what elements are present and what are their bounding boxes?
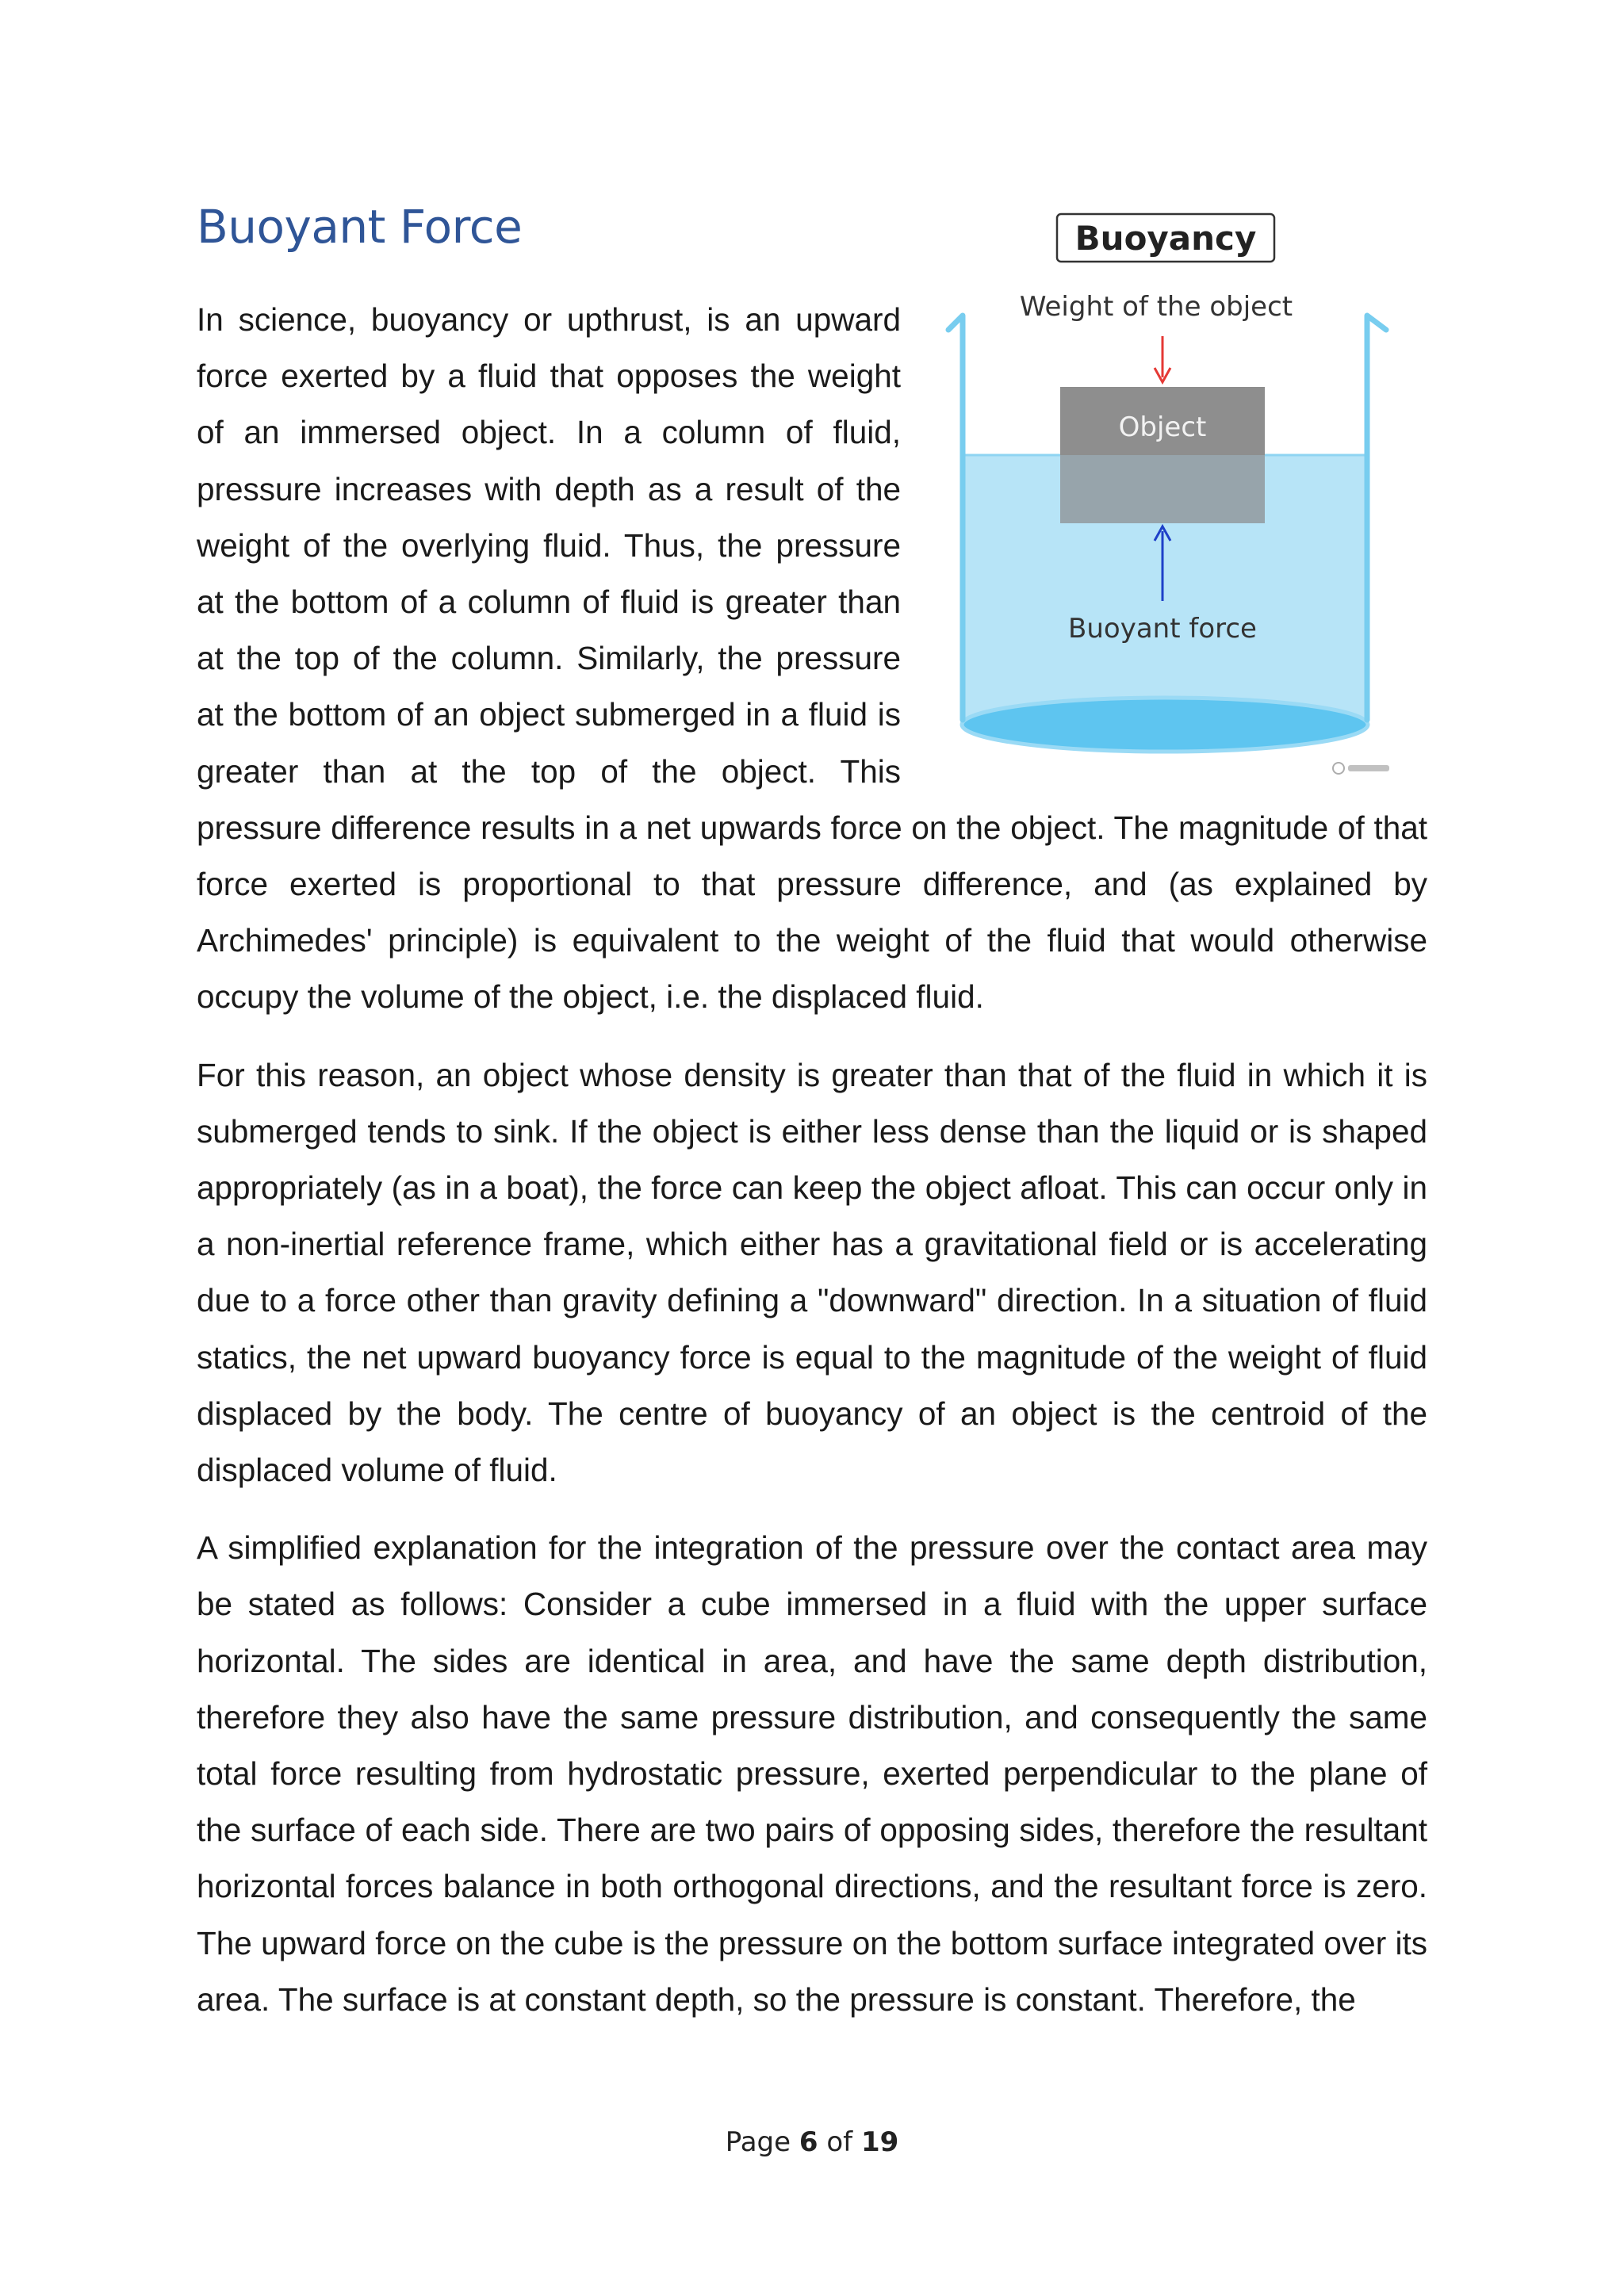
section-heading: Buoyant Force (197, 200, 523, 254)
page-footer (0, 2126, 1624, 2158)
total-page-count: 19 (860, 2126, 899, 2158)
paragraph-3: A simplified explanation for the integration of the pressure over the contact area may be stated as follows: Consider a cube immersed in a fluid with the upper surface horizontal. The sides are identical in area, and have the same depth distribution, therefore they also have the same pressure distribution, and consequently the same total force resulting from hydrostatic pressure, exerted perpendicular to the plane of the surface of each side. There are two pairs of opposing sides, therefore the resultant horizontal forces balance in both orthogonal directions, and the resultant force is zero. The upward force on the cube is the pressure on the bottom surface integrated over its area. The surface is at constant depth, so the pressure is constant. Therefore, the (197, 1529, 1427, 2018)
paragraph-2: For this reason, an object whose density is greater than that of the fluid in which it is submerged tends to sink. If the object is either less dense than the liquid or is shaped appropriately (as in a boat), the force can keep the object afloat. This can occur only in a non-inertial reference frame, which either has a gravitational field or is accelerating due to a force other than gravity defining a "downward" direction. In a situation of fluid statics, the net upward buoyancy force is equal to the magnitude of the weight of fluid displaced by the body. The centre of buoyancy of an object is the centroid of the displaced volume of fluid. (197, 1056, 1427, 1489)
footer-prefix: Page (725, 2126, 791, 2158)
body-text (197, 292, 1427, 2049)
object-label: Object (1118, 411, 1207, 443)
current-page-number: 6 (799, 2126, 818, 2158)
diagram-title: Buoyancy (1074, 219, 1257, 258)
weight-label: Weight of the object (1019, 291, 1293, 323)
footer-of: of (826, 2126, 853, 2158)
buoyant-label: Buoyant force (1068, 613, 1257, 645)
paragraph-1: In science, buoyancy or upthrust, is an upward force exerted by a fluid that opposes the weight of an immersed object. In a column of fluid, pressure increases with depth as a result of the weight of the overlying fluid. Thus, the pressure at the bottom of a column of fluid is greater than at the top of the column. Similarly, the pressure at the bottom of an object submerged in a fluid is greater than at the top of the object. This pressure difference results in a net upwards force on the object. The magnitude of that force exerted is proportional to that pressure difference, and (as explained by Archimedes' principle) is equivalent to the weight of the fluid that would otherwise occupy the volume of the object, i.e. the displaced fluid. (197, 301, 1427, 1016)
